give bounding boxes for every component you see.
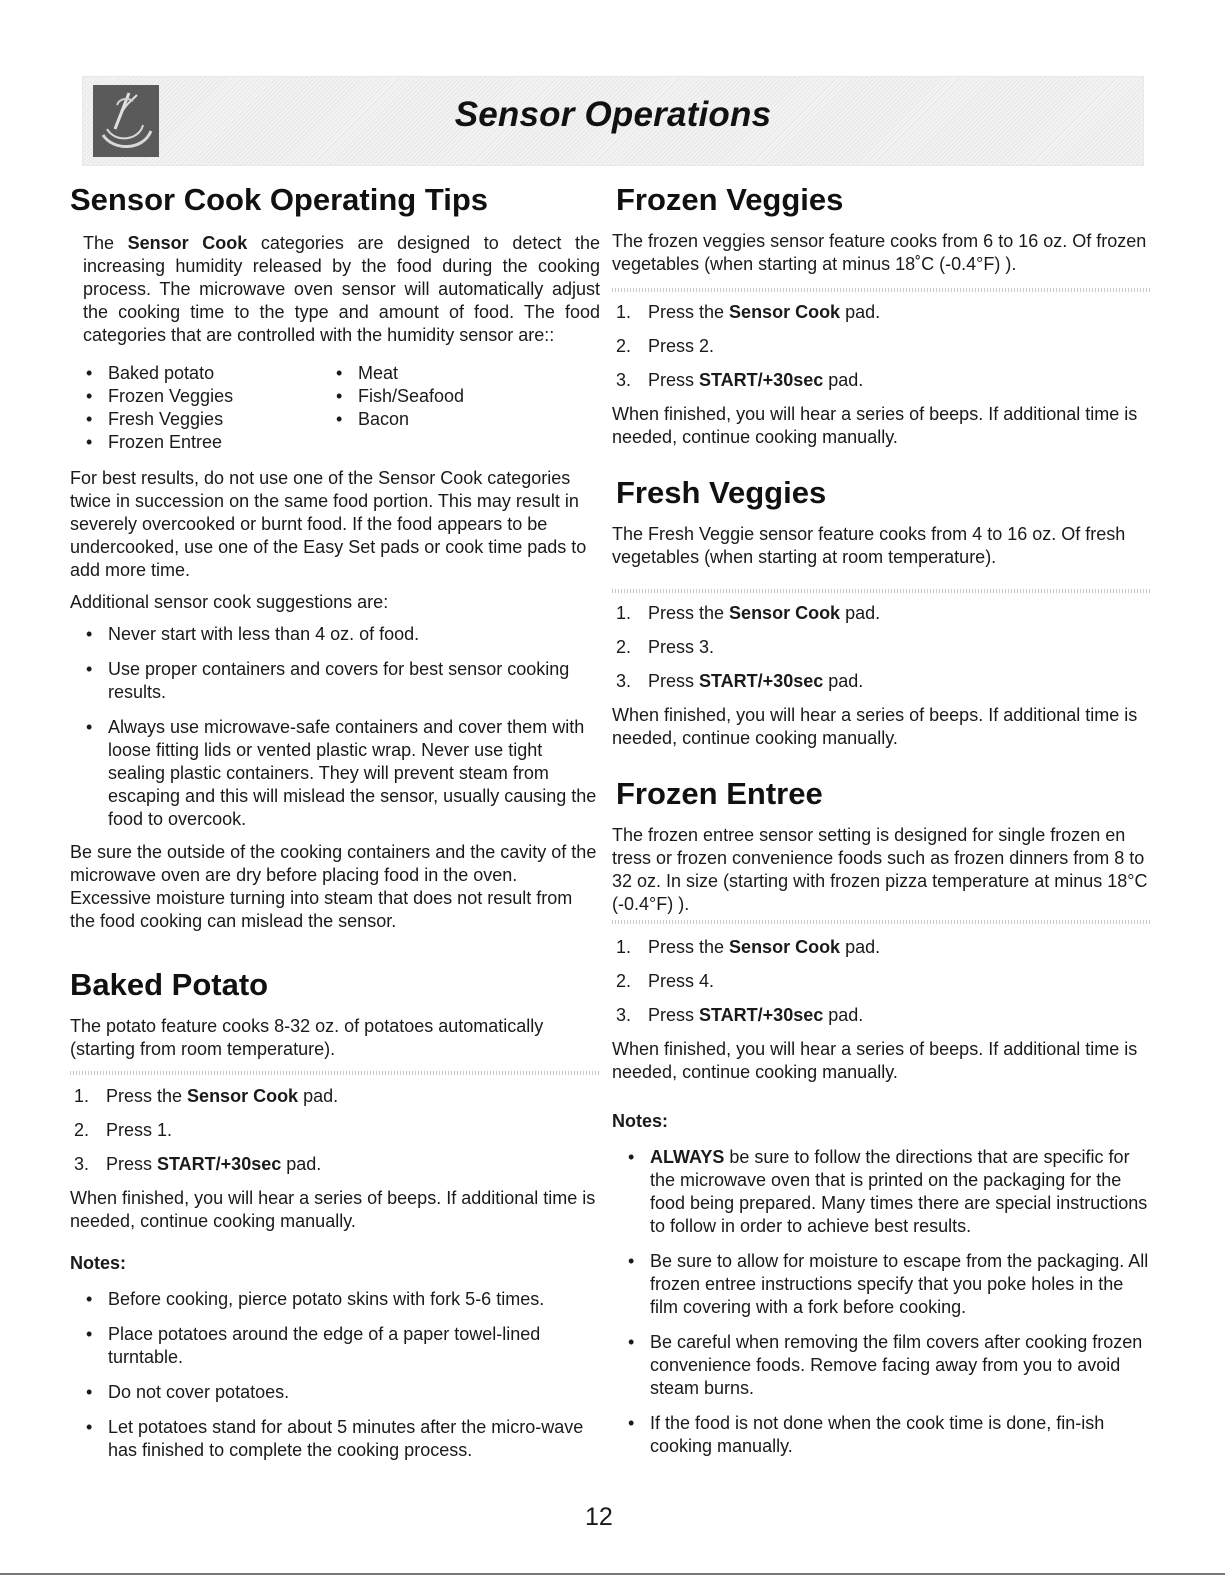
list-item: • Always use microwave-safe containers and cover them with loose fitting lids or vented plastic wrap. Never use tight sealing plastic containers. They will prevent steam from escaping and this will mislead the sensor, usually causing the food to overcook. [70,716,600,831]
frozen-veggies-heading: Frozen Veggies [616,182,844,217]
list-item: • Fresh Veggies [70,408,320,431]
list-item: • Baked potato [70,362,320,385]
step-item: 3. Press START/+30sec pad. [616,370,864,390]
list-item: • Frozen Entree [70,431,320,454]
tips-heading: Sensor Cook Operating Tips [70,182,489,217]
baked-potato-heading: Baked Potato [70,967,269,1002]
category-list [70,362,600,454]
list-item: • If the food is not done when the cook time is done, fin-ish cooking manually. [612,1412,1152,1458]
step-item: 2. Press 1. [74,1120,173,1140]
tips-intro: The Sensor Cook categories are designed to detect the increasing humidity released by the food during the cooking process. The microwave oven sensor will automatically adjust the cooking time to the type and amount of food. The food categories that are controlled with the humidity sensor are:: [83,233,600,345]
notes-heading: Notes: [70,1253,127,1273]
right-column [612,180,1152,1470]
section-header [82,76,1144,166]
list-item: • Let potatoes stand for about 5 minutes after the micro-wave has finished to complete the cooking process. [70,1416,600,1462]
suggestion-list [70,623,600,831]
list-item: • Do not cover potatoes. [70,1381,600,1404]
divider [612,288,1152,292]
frozen-entree-heading: Frozen Entree [616,776,823,811]
best-results-text: For best results, do not use one of the Sensor Cook categories twice in succession on the same food portion. This may result in severely overcooked or burnt food. If the food appears to be undercooked, use one of the Easy Set pads or cook time pads to add more time. [70,468,587,580]
list-item: • Meat [320,362,570,385]
divider [70,1071,600,1075]
fresh-veggies-finished: When finished, you will hear a series of beeps. If additional time is needed, continue cooking manually. [612,705,1138,748]
baked-potato-notes [70,1288,600,1462]
dry-note-text: Be sure the outside of the cooking containers and the cavity of the microwave oven are dry before placing food in the oven. Excessive moisture turning into steam that does not result from the food cooking can mislead the sensor. [70,842,597,931]
step-item: 3. Press START/+30sec pad. [616,1005,864,1025]
step-item: 1. Press the Sensor Cook pad. [616,302,881,322]
step-item: 3. Press START/+30sec pad. [616,671,864,691]
left-column [70,180,600,1474]
baked-potato-desc: The potato feature cooks 8-32 oz. of potatoes automatically (starting from room temperature). [70,1016,544,1059]
fresh-veggies-steps [612,602,1152,693]
list-item: • Bacon [320,408,570,431]
notes-heading: Notes: [612,1111,669,1131]
suggestions-intro: Additional sensor cook suggestions are: [70,592,389,612]
fresh-veggies-heading: Fresh Veggies [616,475,827,510]
frozen-entree-notes [612,1146,1152,1458]
frozen-veggies-steps [612,301,1152,392]
list-item: • Use proper containers and covers for best sensor cooking results. [70,658,600,704]
step-item: 2. Press 2. [616,336,715,356]
step-item: 2. Press 3. [616,637,715,657]
step-item: 1. Press the Sensor Cook pad. [74,1086,339,1106]
frozen-entree-steps [612,936,1152,1027]
bottom-rule [0,1573,1225,1575]
frozen-entree-finished: When finished, you will hear a series of beeps. If additional time is needed, continue cooking manually. [612,1039,1138,1082]
page-number: 12 [585,1503,613,1531]
header-title: Sensor Operations [454,95,772,134]
list-item: • Place potatoes around the edge of a paper towel-lined turntable. [70,1323,600,1369]
fresh-veggies-desc: The Fresh Veggie sensor feature cooks from 4 to 16 oz. Of fresh vegetables (when starting at room temperature). [612,524,1126,567]
frozen-entree-desc: The frozen entree sensor setting is designed for single frozen en tress or frozen convenience foods such as frozen dinners from 8 to 32 oz. In size (starting with frozen pizza temperature at minus 18°C (-0.4°F) ). [612,825,1148,914]
step-item: 1. Press the Sensor Cook pad. [616,603,881,623]
list-item: • Before cooking, pierce potato skins with fork 5-6 times. [70,1288,600,1311]
list-item: • ALWAYS be sure to follow the directions that are specific for the microwave oven that is printed on the packaging for the food being prepared. Many times there are special instructions to follow in order to achieve best results. [612,1146,1152,1238]
baked-potato-finished: When finished, you will hear a series of beeps. If additional time is needed, continue cooking manually. [70,1188,596,1231]
list-item: • Never start with less than 4 oz. of food. [70,623,600,646]
baked-potato-steps [70,1085,600,1176]
frozen-veggies-finished: When finished, you will hear a series of beeps. If additional time is needed, continue cooking manually. [612,404,1138,447]
list-item: • Be sure to allow for moisture to escape from the packaging. All frozen entree instructions specify that you poke holes in the film covering with a fork before cooking. [612,1250,1152,1319]
step-item: 1. Press the Sensor Cook pad. [616,937,881,957]
frozen-veggies-desc: The frozen veggies sensor feature cooks from 6 to 16 oz. Of frozen vegetables (when starting at minus 18˚C (-0.4°F) ). [612,231,1147,274]
list-item: • Fish/Seafood [320,385,570,408]
divider [612,589,1152,593]
step-item: 2. Press 4. [616,971,715,991]
list-item: • Be careful when removing the film covers after cooking frozen convenience foods. Remove facing away from you to avoid steam burns. [612,1331,1152,1400]
list-item: • Frozen Veggies [70,385,320,408]
divider [612,920,1152,924]
step-item: 3. Press START/+30sec pad. [74,1154,322,1174]
